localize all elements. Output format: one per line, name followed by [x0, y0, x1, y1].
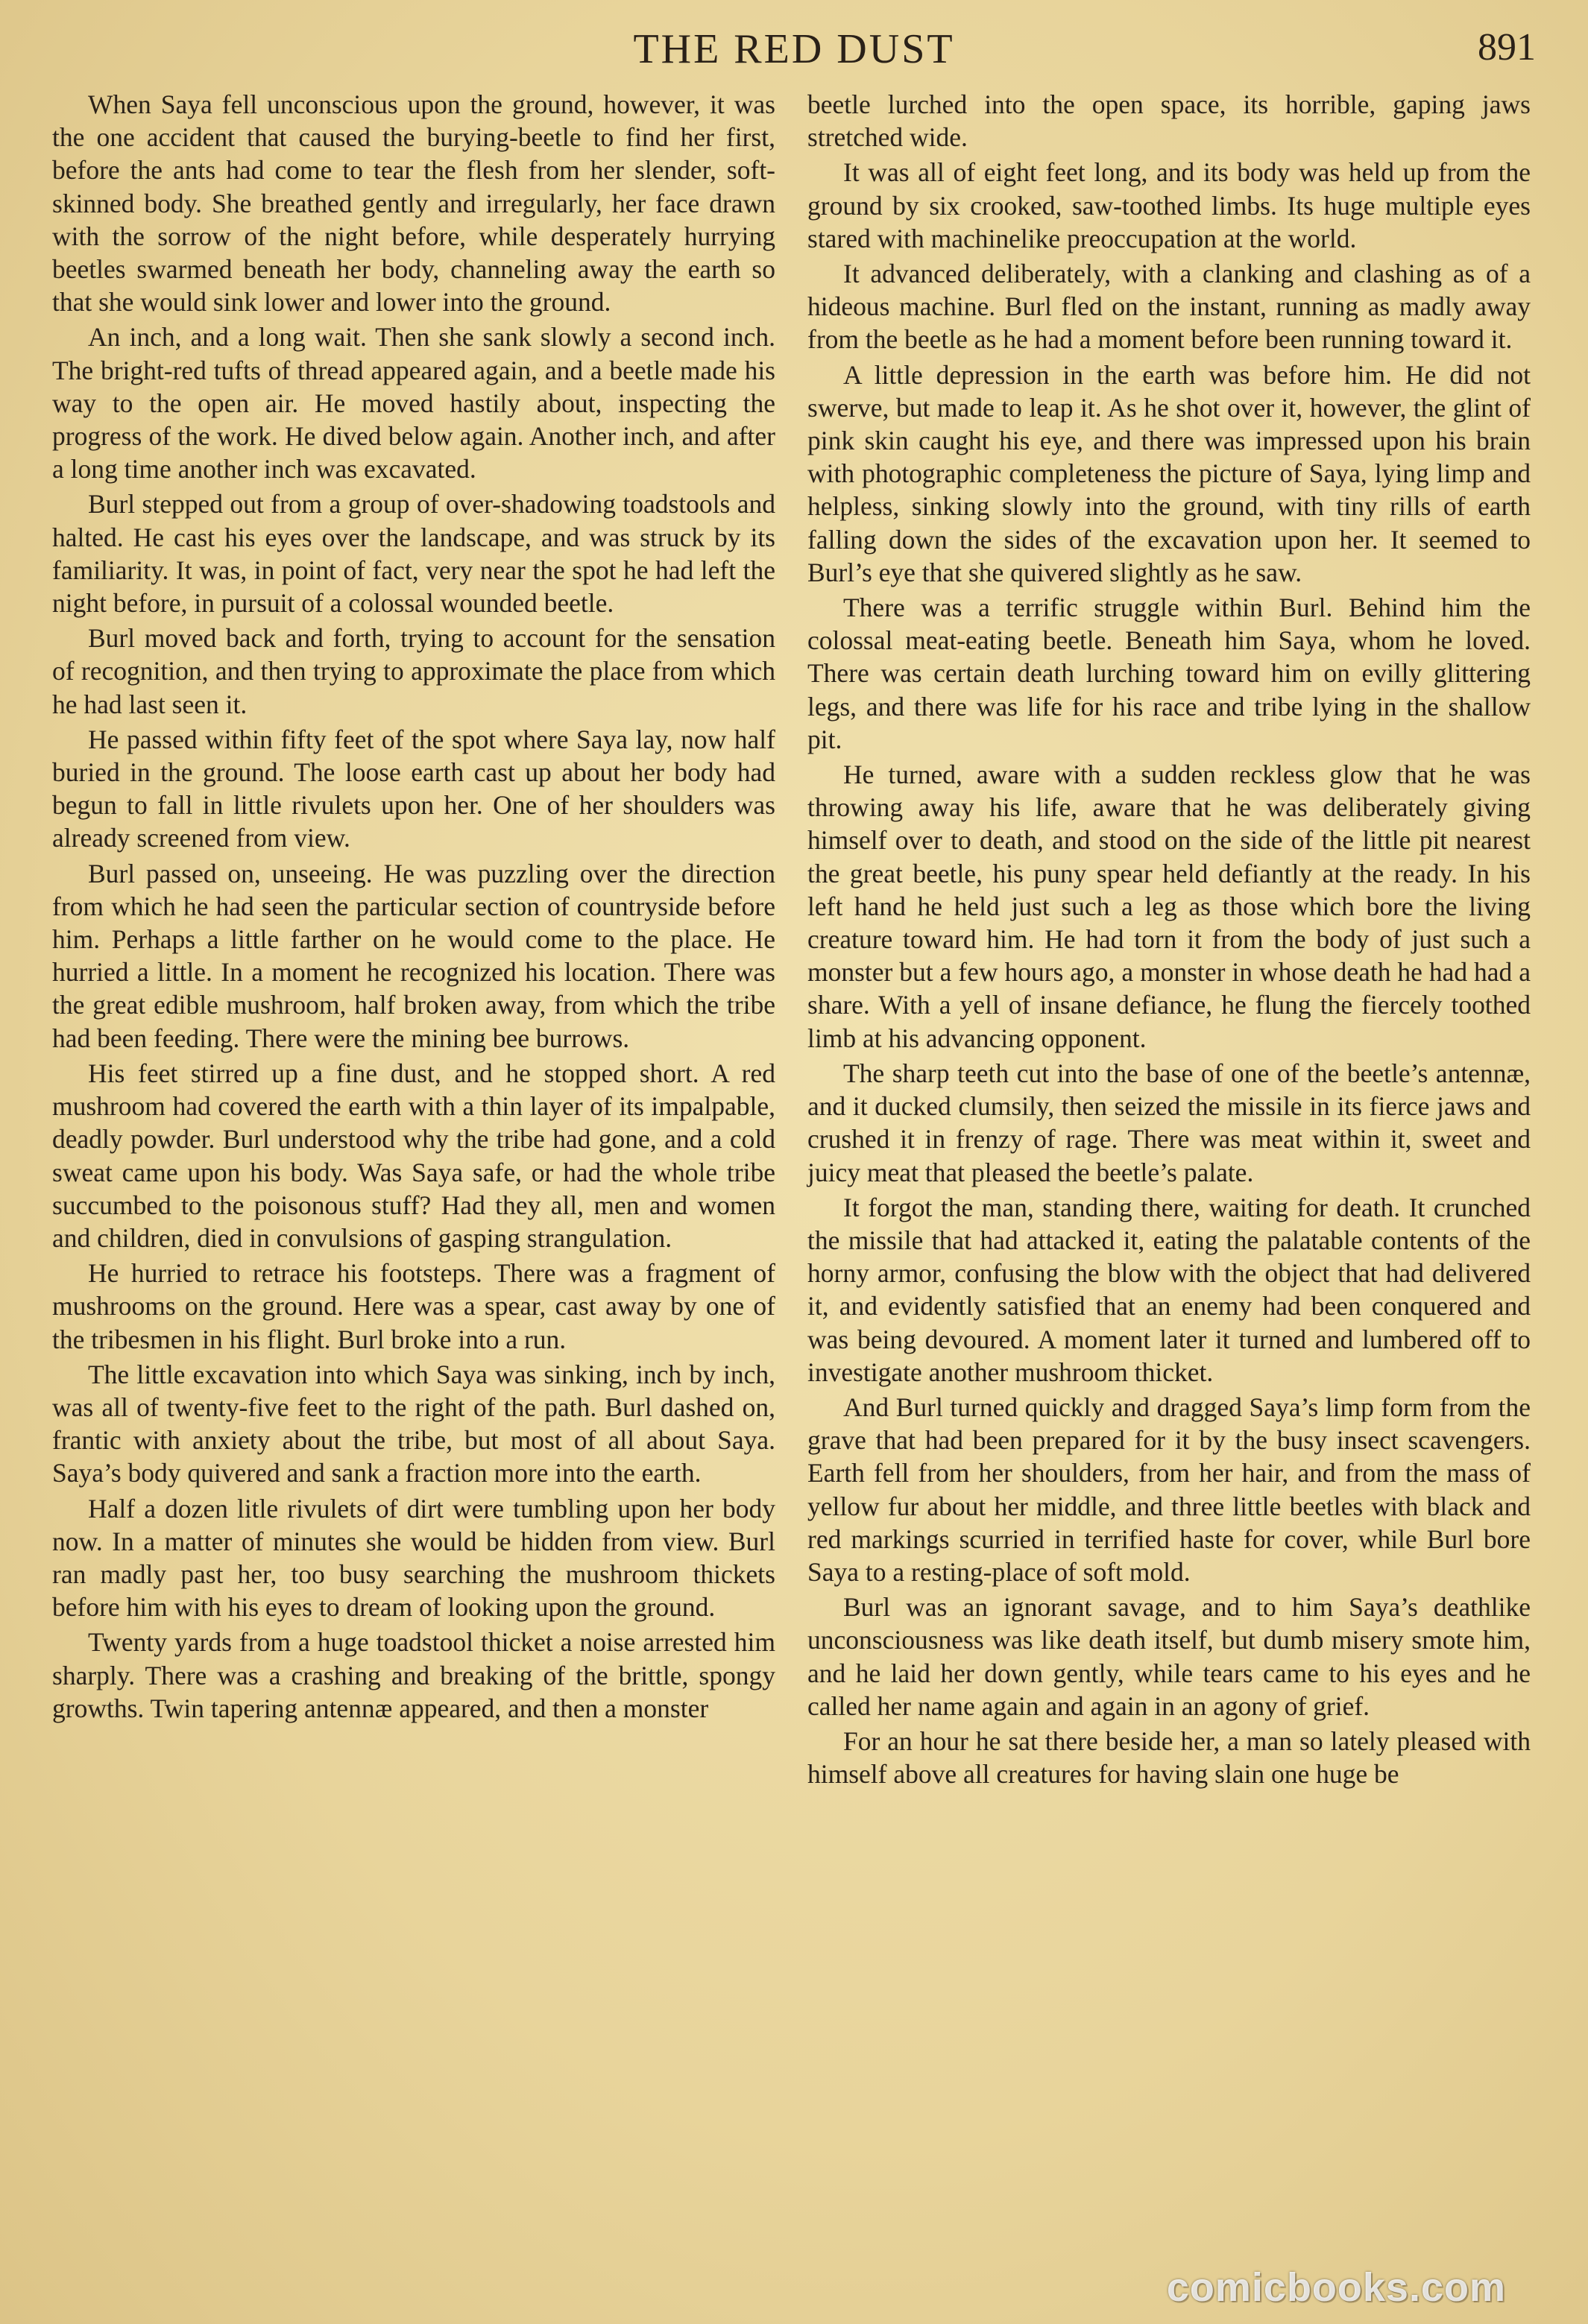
paragraph: The little excavation into which Saya was sinking, inch by inch, was all of twenty-five feet to the right of the path. Burl dashed on, frantic with anxiety about the tribe, but most of all about Saya. Saya’s body quivered and sank a fraction more into the earth.: [52, 1359, 775, 1488]
paragraph: Half a dozen litle rivulets of dirt were tumbling upon her body now. In a matter of minutes she would be hidden from view. Burl ran madly past her, too busy searching the mushroom thickets before him with his eyes to dream of looking upon the ground.: [52, 1493, 775, 1623]
paragraph: Burl moved back and forth, trying to account for the sensation of recognition, and then trying to approximate the place from which he had last seen it.: [52, 623, 775, 719]
paragraph: His feet stirred up a fine dust, and he stopped short. A red mushroom had covered the earth with a thin layer of its impalpable, deadly powder. Burl understood why the tribe had gone, and a cold sweat came upon his body. Was Saya safe, or had the whole tribe succumbed to the poisonous stuff? Had they all, men and women and children, died in convulsions of gasping strangulation.: [52, 1058, 775, 1253]
paragraph: He hurried to retrace his footsteps. There was a fragment of mushrooms on the ground. Here was a spear, cast away by one of the tribesmen in his flight. Burl broke into a run.: [52, 1258, 775, 1354]
running-title: THE RED DUST: [633, 26, 955, 72]
paragraph: The sharp teeth cut into the base of one of the beetle’s antennæ, and it ducked clumsily, then seized the missile in its fierce jaws and crushed it in frenzy of rage. There was meat within it, sweet and juicy meat that pleased the beetle’s palate.: [807, 1058, 1531, 1187]
paragraph-continuation: beetle lurched into the open space, its horrible, gaping jaws stretched wide.: [807, 89, 1531, 153]
paragraph: He turned, aware with a sudden reckless glow that he was throwing away his life, aware that he was deliberately giving himself over to death, and stood on the side of the little pit nearest the great beetle, his puny spear held defiantly at the ready. In his left hand he held just such a leg as those which bore the living creature toward him. He had torn it from the body of just such a monster but a few hours ago, a monster in whose death he had had a share. With a yell of insane defiance, he flung the fiercely toothed limb at his advancing opponent.: [807, 760, 1531, 1053]
paragraph: There was a terrific struggle within Burl. Behind him the colossal meat-eating beetle. Beneath him Saya, whom he loved. There was certain death lurching toward him on evilly glittering legs, and there was life for his race and tribe lying in the shallow pit.: [807, 593, 1531, 754]
right-column: [807, 88, 1531, 1793]
paragraph: An inch, and a long wait. Then she sank slowly a second inch. The bright-red tufts of thread appeared again, and a beetle made his way to the open air. He moved hastily about, inspecting the progress of the work. He dived below again. Another inch, and after a long time another inch was excavated.: [52, 322, 775, 484]
paragraph: Burl stepped out from a group of over-shadowing toadstools and halted. He cast his eyes over the landscape, and was struck by its familiarity. It was, in point of fact, very near the spot he had left the night before, in pursuit of a colossal wounded beetle.: [52, 489, 775, 619]
paragraph: Twenty yards from a huge toadstool thicket a noise arrested him sharply. There was a crashing and breaking of the brittle, spongy growths. Twin tapering antennæ appeared, and then a monster: [52, 1627, 775, 1723]
paragraph: It advanced deliberately, with a clanking and clashing as of a hideous machine. Burl fled on the instant, running as madly away from the beetle as he had a moment before been running toward it.: [807, 259, 1531, 355]
left-column: [52, 88, 775, 1727]
watermark: comicbooks.com: [1166, 2265, 1506, 2310]
paragraph: And Burl turned quickly and dragged Saya’s limp form from the grave that had been prepared for it by the busy insect scavengers. Earth fell from her shoulders, from her hair, and from the mass of yellow fur about her middle, and three little beetles with black and red markings scurried in terrified haste for cover, while Burl bore Saya to a resting-place of soft mold.: [807, 1392, 1531, 1587]
paragraph: He passed within fifty feet of the spot where Saya lay, now half buried in the ground. The loose earth cast up about her body had begun to fall in little rivulets upon her. One of her shoulders was already screened from view.: [52, 724, 775, 853]
paragraph: It forgot the man, standing there, waiting for death. It crunched the missile that had attacked it, eating the palatable contents of the horny armor, confusing the blow with the object that had delivered it, and evidently satisfied that an enemy had been conquered and was being devoured. A moment later it turned and lumbered off to investigate another mushroom thicket.: [807, 1192, 1531, 1387]
paragraph: A little depression in the earth was before him. He did not swerve, but made to leap it. As he shot over it, however, the glint of pink skin caught his eye, and there was impressed upon his brain with photographic completeness the picture of Saya, lying limp and helpless, sinking slowly into the ground, with tiny rills of earth falling down the sides of the excavation upon her. It seemed to Burl’s eye that she quivered slightly as he saw.: [807, 359, 1531, 587]
paragraph: When Saya fell unconscious upon the ground, however, it was the one accident that caused the burying-beetle to find her first, before the ants had come to tear the flesh from her slender, soft-skinned body. She breathed gently and irregularly, her face drawn with the sorrow of the night before, while desperately hurrying beetles swarmed beneath her body, channeling away the earth so that she would sink lower and lower into the ground.: [52, 89, 775, 318]
paragraph: Burl passed on, unseeing. He was puzzling over the direction from which he had seen the particular section of countryside before him. Perhaps a little farther on he would come to the place. He hurried a little. In a moment he recognized his location. There was the great edible mushroom, half broken away, from which the tribe had been feeding. There were the mining bee burrows.: [52, 858, 775, 1053]
paragraph: For an hour he sat there beside her, a man so lately pleased with himself above all creatures for having slain one huge be: [807, 1725, 1531, 1790]
page-header: [0, 21, 1588, 80]
page-number: 891: [1478, 26, 1536, 69]
paragraph: It was all of eight feet long, and its body was held up from the ground by six crooked, saw-toothed limbs. Its huge multiple eyes stared with machinelike preoccupation at the world.: [807, 157, 1531, 253]
paragraph: Burl was an ignorant savage, and to him Saya’s deathlike unconsciousness was like death itself, but dumb misery smote him, and he laid her down gently, while tears came to his eyes and he called her name again and again in an agony of grief.: [807, 1592, 1531, 1721]
